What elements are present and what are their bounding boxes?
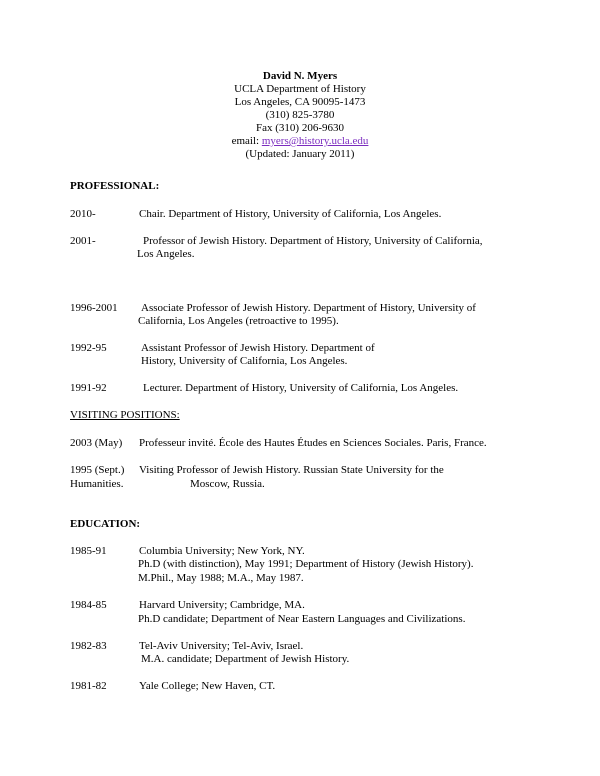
entry-text: Visiting Professor of Jewish History. Russian State University for the xyxy=(139,464,444,476)
updated-date: (Updated: January 2011) xyxy=(245,148,355,160)
entry-years: 1992-95 xyxy=(70,342,107,354)
email-line xyxy=(0,135,600,148)
city-address: Los Angeles, CA 90095-1473 xyxy=(234,96,366,108)
fax: Fax (310) 206-9630 xyxy=(256,122,344,134)
entry-years: 1996-2001 xyxy=(70,302,118,314)
entry-text: M.Phil., May 1988; M.A., May 1987. xyxy=(138,572,304,584)
entry-years: 1991-92 xyxy=(70,382,107,394)
entry-text: Tel-Aviv University; Tel-Aviv, Israel. xyxy=(139,640,304,652)
entry-text: Ph.D candidate; Department of Near Eastern Languages and Civilizations. xyxy=(138,613,466,625)
education-heading: EDUCATION: xyxy=(70,518,141,530)
email-label: email: xyxy=(231,135,262,147)
entry-years: 1982-83 xyxy=(70,640,107,652)
entry-years: 2010- xyxy=(70,208,96,220)
email-link[interactable]: myers@history.ucla.edu xyxy=(261,135,369,147)
entry-text: M.A. candidate; Department of Jewish History. xyxy=(141,653,350,665)
cv-header xyxy=(0,70,600,161)
entry-years: 2003 (May) xyxy=(70,437,123,449)
professional-heading: PROFESSIONAL: xyxy=(70,180,160,192)
entry-text: Associate Professor of Jewish History. Department of History, University of xyxy=(141,302,476,314)
entry-text: History, University of California, Los Angeles. xyxy=(141,355,348,367)
person-name: David N. Myers xyxy=(262,70,338,82)
entry-text-continued: Humanities. xyxy=(70,478,124,490)
entry-text: Los Angeles. xyxy=(137,248,195,260)
entry-years: 2001- xyxy=(70,235,96,247)
entry-text: California, Los Angeles (retroactive to 1995). xyxy=(138,315,339,327)
entry-text: Columbia University; New York, NY. xyxy=(139,545,305,557)
entry-text-continued: Moscow, Russia. xyxy=(190,478,265,490)
entry-text: Assistant Professor of Jewish History. Department of xyxy=(141,342,375,354)
entry-text: Ph.D (with distinction), May 1991; Department of History (Jewish History). xyxy=(138,558,474,570)
entry-text: Professeur invité. École des Hautes Études en Sciences Sociales. Paris, France. xyxy=(139,437,487,449)
entry-years: 1985-91 xyxy=(70,545,107,557)
entry-years: 1984-85 xyxy=(70,599,107,611)
entry-text: Chair. Department of History, University of California, Los Angeles. xyxy=(139,208,442,220)
entry-text: Professor of Jewish History. Department of History, University of California, xyxy=(143,235,483,247)
entry-text: Lecturer. Department of History, University of California, Los Angeles. xyxy=(143,382,459,394)
entry-text: Harvard University; Cambridge, MA. xyxy=(139,599,305,611)
phone: (310) 825-3780 xyxy=(265,109,335,121)
entry-text: Yale College; New Haven, CT. xyxy=(139,680,276,692)
entry-years: 1995 (Sept.) xyxy=(70,464,125,476)
department: UCLA Department of History xyxy=(234,83,366,95)
visiting-heading: VISITING POSITIONS: xyxy=(70,409,180,421)
entry-years: 1981-82 xyxy=(70,680,107,692)
